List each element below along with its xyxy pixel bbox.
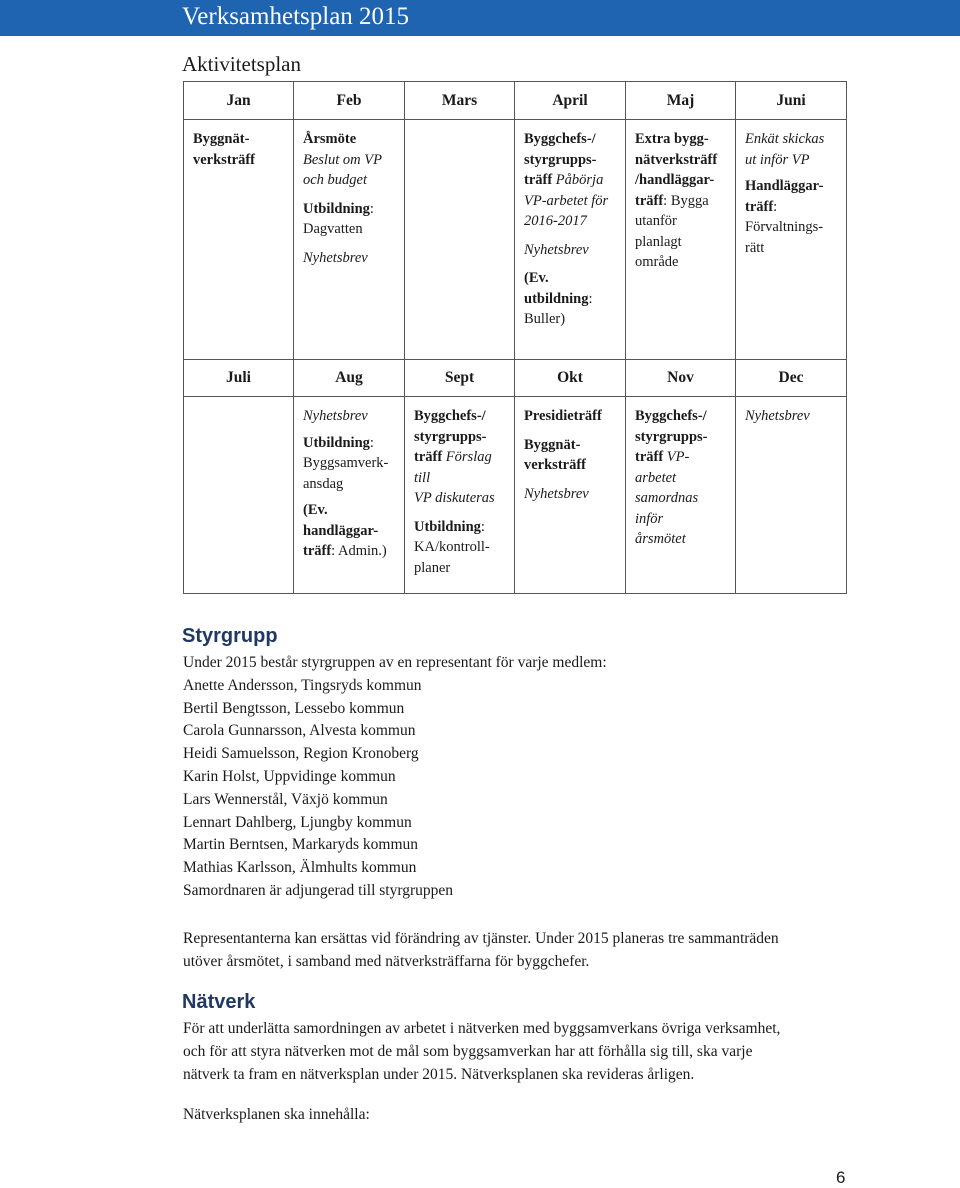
cell-line: samordnas inför xyxy=(635,490,699,527)
cell-aug xyxy=(294,397,405,594)
label-colon: : xyxy=(369,200,374,217)
cell-juni xyxy=(736,120,847,360)
member-line: Lennart Dahlberg, Ljungby kommun xyxy=(183,813,412,831)
cell-line: Dagvatten xyxy=(303,221,363,237)
month-header: Aug xyxy=(294,360,405,397)
month-header: Jan xyxy=(184,82,294,120)
cell-line: (Ev. xyxy=(303,502,328,518)
cell-line xyxy=(303,541,396,562)
cell-line: ansdag xyxy=(303,475,344,492)
member-line: Carola Gunnarsson, Alvesta kommun xyxy=(183,722,416,740)
cell-line: nätverksträff xyxy=(635,151,718,168)
cell-line: Byggchefs-/ xyxy=(524,131,596,147)
natverk-heading: Nätverk xyxy=(182,991,256,1013)
cell-line: /handläggar- xyxy=(635,172,715,188)
label-colon: : xyxy=(773,198,778,215)
text-line: För att underlätta samordningen av arbetet i nätverken med byggsamverkans övriga verksamhet, xyxy=(183,1020,781,1037)
cell-line: Byggchefs-/ xyxy=(635,408,707,424)
cell-line: Nyhetsbrev xyxy=(303,249,368,266)
cell-line: utanför xyxy=(635,213,677,229)
cell-feb xyxy=(294,120,405,360)
cell-line: Förvaltnings- xyxy=(745,219,824,235)
member-line: Karin Holst, Uppvidinge kommun xyxy=(183,767,396,785)
member-line: Anette Andersson, Tingsryds kommun xyxy=(183,676,422,694)
cell-line: styrgrupps- xyxy=(414,428,487,445)
cell-line: planlagt xyxy=(635,233,682,250)
month-header-row xyxy=(184,82,847,120)
month-header: Juni xyxy=(736,82,847,120)
bold-label: träff xyxy=(635,449,664,465)
cell-line xyxy=(414,517,506,538)
member-line: Lars Wennerstål, Växjö kommun xyxy=(183,790,388,808)
cell-line xyxy=(524,170,617,191)
text-line: nätverk ta fram en nätverksplan under 2015. Nätverksplanen ska revideras årligen. xyxy=(183,1065,695,1083)
bold-label: träff xyxy=(635,192,664,209)
month-header: April xyxy=(515,82,626,120)
italic-text: VP- xyxy=(663,449,690,465)
bold-label: Utbildning xyxy=(414,518,481,535)
month-header-row xyxy=(184,360,847,397)
cell-line: område xyxy=(635,254,679,270)
cell-juli xyxy=(184,397,294,594)
cell-sept xyxy=(405,397,515,594)
text-line: och för att styra nätverken mot de mål som byggsamverkan har att förhålla sig till, ska varje xyxy=(183,1042,753,1060)
cell-line: Byggsamverk- xyxy=(303,455,389,471)
month-header: Sept xyxy=(405,360,515,397)
cell-line: årsmötet xyxy=(635,531,686,547)
italic-text: Förslag till xyxy=(414,449,492,486)
cell-line: Årsmöte xyxy=(303,131,357,147)
month-header: Dec xyxy=(736,360,847,397)
plain-text: : Bygga xyxy=(663,192,709,209)
title-banner xyxy=(0,0,960,36)
cell-dec xyxy=(736,397,847,594)
cell-line: Enkät skickas xyxy=(745,131,825,147)
cell-line xyxy=(524,289,617,310)
cell-maj xyxy=(626,120,736,360)
styrgrupp-paragraph xyxy=(183,928,863,974)
cell-line: 2016-2017 xyxy=(524,213,587,229)
cell-line: Extra bygg- xyxy=(635,131,709,147)
cell-line: styrgrupps- xyxy=(524,151,597,168)
cell-line: VP-arbetet för xyxy=(524,192,609,209)
label-colon: : xyxy=(480,518,485,535)
cell-april xyxy=(515,120,626,360)
natverk-last-line: Nätverksplanen ska innehålla: xyxy=(183,1106,370,1123)
document-title: Verksamhetsplan 2015 xyxy=(182,3,410,30)
cell-line: Byggnät- xyxy=(524,436,581,453)
plain-text: : Admin.) xyxy=(331,543,387,559)
cell-nov xyxy=(626,397,736,594)
italic-text: Påbörja xyxy=(552,172,604,188)
activity-table-first-half xyxy=(183,81,847,594)
bold-label: träff xyxy=(414,449,443,465)
cell-line xyxy=(303,199,396,220)
cell-line: Beslut om VP xyxy=(303,151,382,168)
cell-okt xyxy=(515,397,626,594)
cell-line: KA/kontroll- xyxy=(414,539,490,555)
bold-label: Utbildning xyxy=(303,434,370,451)
bold-label: träff xyxy=(524,172,553,188)
cell-line: verksträff xyxy=(193,151,256,168)
month-header: Mars xyxy=(405,82,515,120)
cell-line: Handläggar- xyxy=(745,178,824,194)
cell-line: Byggnät- xyxy=(193,131,250,147)
label-colon: : xyxy=(588,290,593,307)
cell-line xyxy=(635,447,727,468)
member-line: Heidi Samuelsson, Region Kronoberg xyxy=(183,745,419,763)
cell-line: Nyhetsbrev xyxy=(524,241,589,258)
text-line: Samordnaren är adjungerad till styrgruppen xyxy=(183,881,454,899)
cell-line xyxy=(303,433,396,454)
cell-line xyxy=(414,447,506,488)
activity-heading: Aktivitetsplan xyxy=(182,52,301,76)
cell-line: ut inför VP xyxy=(745,151,810,168)
member-line: Bertil Bengtsson, Lessebo kommun xyxy=(183,699,405,717)
cell-line: Nyhetsbrev xyxy=(524,485,589,502)
bold-label: utbildning xyxy=(524,290,589,307)
page-number: 6 xyxy=(836,1168,846,1187)
label-colon: : xyxy=(369,434,374,451)
member-line: Martin Berntsen, Markaryds kommun xyxy=(183,836,419,854)
cell-mars xyxy=(405,120,515,360)
cell-line: Presidieträff xyxy=(524,408,602,424)
cell-jan xyxy=(184,120,294,360)
activity-row xyxy=(184,120,847,360)
cell-line: planer xyxy=(414,559,451,576)
bold-label: träff xyxy=(303,543,332,559)
month-header: Maj xyxy=(626,82,736,120)
month-header: Juli xyxy=(184,360,294,397)
text-line: Representanterna kan ersättas vid förändring av tjänster. Under 2015 planeras tre sammanträden xyxy=(183,930,779,947)
cell-line: verksträff xyxy=(524,457,587,473)
styrgrupp-list xyxy=(183,652,863,903)
cell-line xyxy=(635,191,727,212)
cell-line: Byggchefs-/ xyxy=(414,408,486,424)
natverk-paragraph xyxy=(183,1018,863,1086)
month-header: Nov xyxy=(626,360,736,397)
cell-line xyxy=(745,197,838,218)
cell-line: och budget xyxy=(303,172,368,188)
bold-label: träff xyxy=(745,198,774,215)
cell-line: (Ev. xyxy=(524,270,549,286)
month-header: Feb xyxy=(294,82,405,120)
cell-line: handläggar- xyxy=(303,522,379,539)
text-line: utöver årsmötet, i samband med nätverksträffarna för byggchefer. xyxy=(183,952,590,970)
cell-line: rätt xyxy=(745,239,765,256)
month-header: Okt xyxy=(515,360,626,397)
cell-line: VP diskuteras xyxy=(414,490,495,506)
cell-line: Buller) xyxy=(524,311,566,327)
text-line: Under 2015 består styrgruppen av en representant för varje medlem: xyxy=(183,654,607,671)
cell-line: arbetet xyxy=(635,469,677,486)
styrgrupp-heading: Styrgrupp xyxy=(182,625,278,647)
cell-line: Nyhetsbrev xyxy=(303,408,368,424)
activity-row xyxy=(184,397,847,594)
bold-label: Utbildning xyxy=(303,200,370,217)
member-line: Mathias Karlsson, Älmhults kommun xyxy=(183,859,417,877)
cell-line: styrgrupps- xyxy=(635,428,708,445)
cell-line: Nyhetsbrev xyxy=(745,408,810,424)
